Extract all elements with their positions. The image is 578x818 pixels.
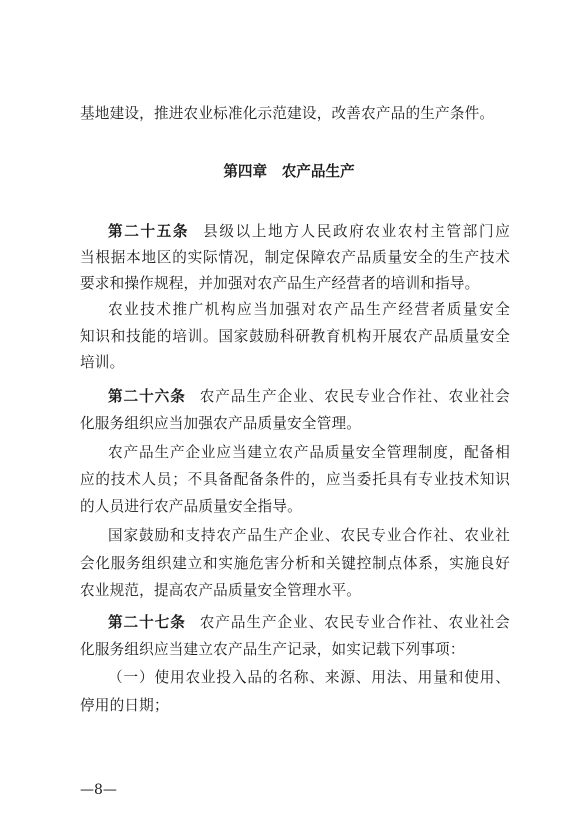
article-26-para3-line-3: 农业规范，提高农产品质量安全管理水平。 [80, 582, 362, 599]
article-26-line-2: 化服务组织应当加强农产品质量安全管理。 [80, 415, 362, 432]
article-26-para2-line-3: 的人员进行农产品质量安全指导。 [80, 498, 302, 515]
article-25-line-3: 要求和操作规程，并加强对农产品生产经营者的培训和指导。 [80, 275, 480, 292]
article-26-label: 第二十六条 [108, 388, 186, 405]
article-25-label: 第二十五条 [108, 223, 190, 240]
article-26-line-1: 第二十六条 农产品生产企业、农民专业合作社、农业社会 [108, 388, 510, 405]
article-25-para2-line-3: 培训。 [80, 354, 125, 371]
article-26-para2-line-2: 应的技术人员；不具备配备条件的，应当委托具有专业技术知识 [80, 471, 510, 488]
chapter-title: 第四章 农产品生产 [223, 163, 355, 180]
article-27-item1-line-1: （一）使用农业投入品的名称、来源、用法、用量和使用、 [108, 669, 510, 686]
page-number: —8— [80, 782, 117, 798]
article-25-para2-line-2: 知识和技能的培训。国家鼓励科研教育机构开展农产品质量安全 [80, 328, 510, 345]
article-25-para2-line-1: 农业技术推广机构应当加强对农产品生产经营者质量安全 [108, 301, 510, 318]
continuation-line: 基地建设，推进农业标准化示范建设，改善农产品的生产条件。 [80, 105, 495, 122]
article-25-line-2: 当根据本地区的实际情况，制定保障农产品质量安全的生产技术 [80, 249, 510, 266]
article-26-para2-line-1: 农产品生产企业应当建立农产品质量安全管理制度，配备相 [108, 444, 510, 461]
article-27-label: 第二十七条 [108, 614, 186, 631]
article-25-line-1: 第二十五条 县级以上地方人民政府农业农村主管部门应 [108, 223, 510, 240]
article-27-item1-line-2: 停用的日期； [80, 697, 169, 714]
article-27-line-2: 化服务组织应当建立农产品生产记录，如实记载下列事项： [80, 641, 465, 658]
article-26-para3-line-1: 国家鼓励和支持农产品生产企业、农民专业合作社、农业社 [108, 527, 510, 544]
article-27-line-1: 第二十七条 农产品生产企业、农民专业合作社、农业社会 [108, 614, 510, 631]
article-26-para3-line-2: 会化服务组织建立和实施危害分析和关键控制点体系，实施良好 [80, 555, 510, 572]
